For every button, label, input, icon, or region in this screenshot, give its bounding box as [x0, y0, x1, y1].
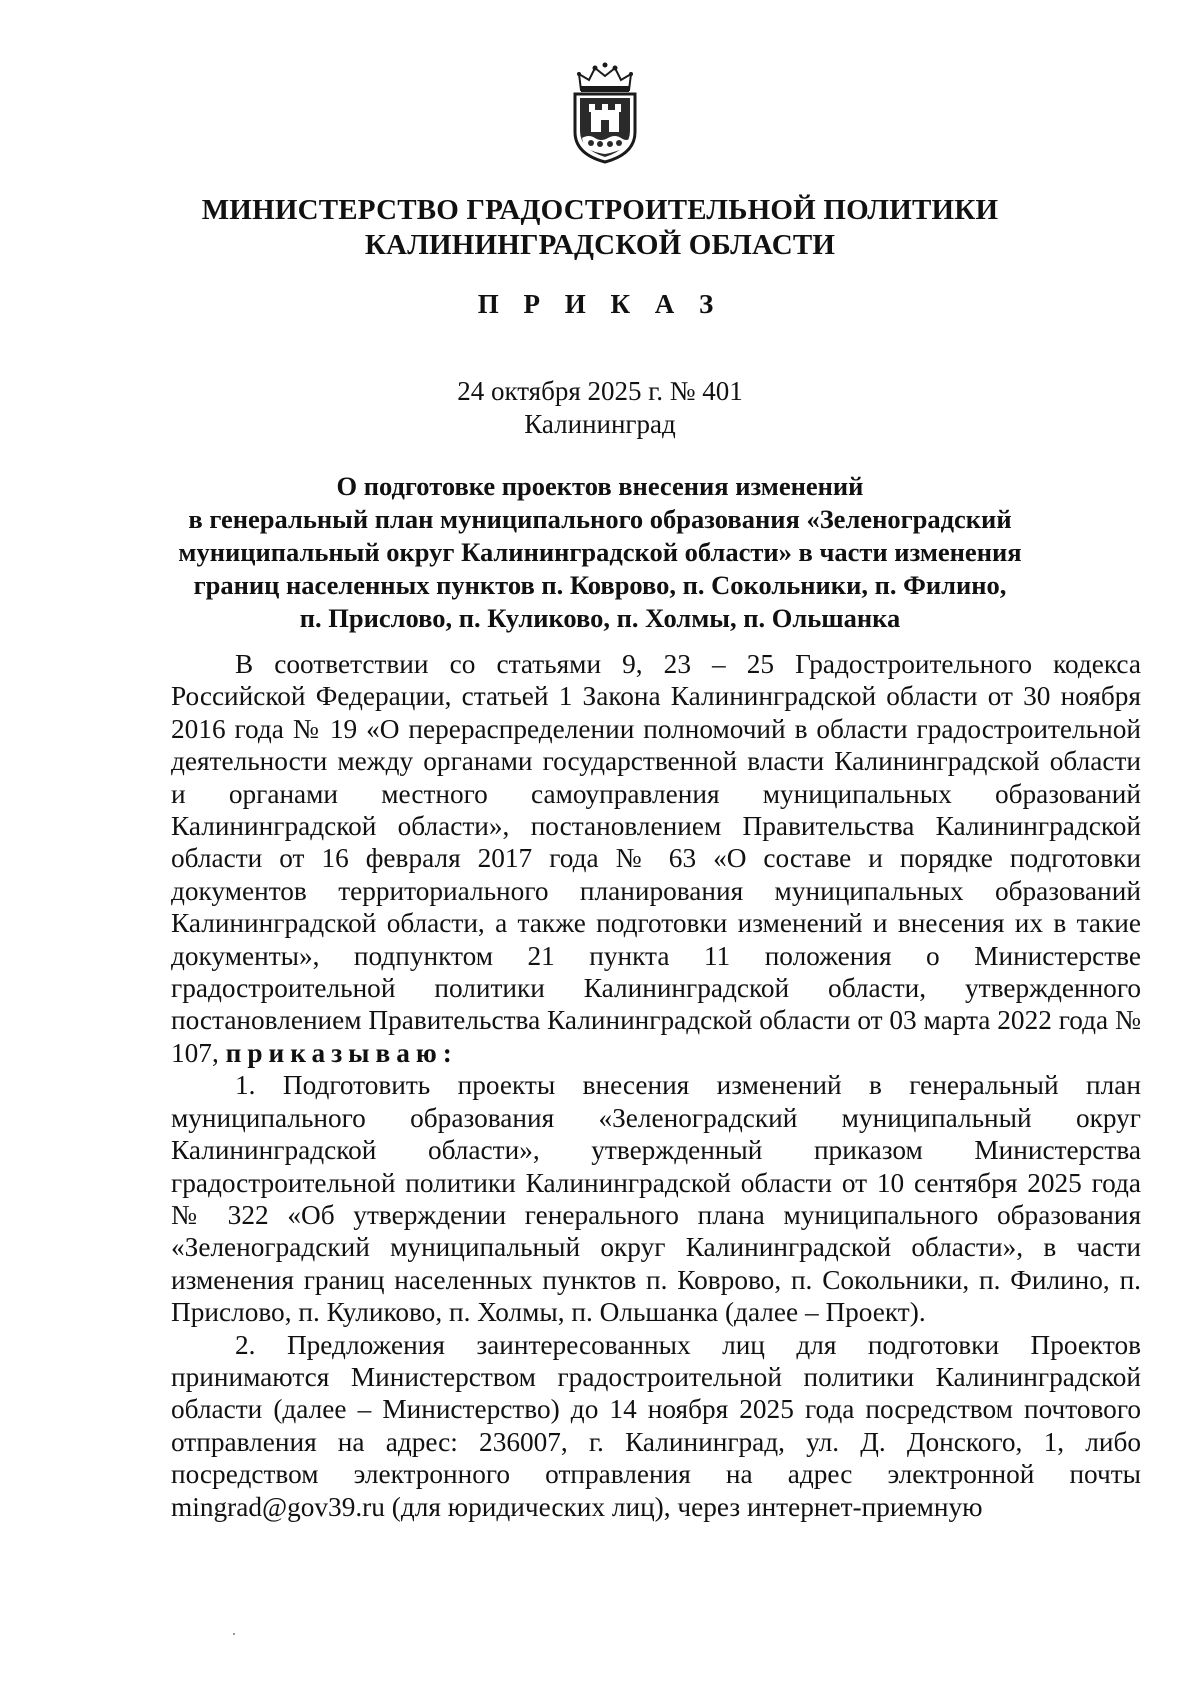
ministry-name-line-1: МИНИСТЕРСТВО ГРАДОСТРОИТЕЛЬНОЙ ПОЛИТИКИ: [201, 194, 999, 226]
date-number: 24 октября 2025 г. № 401: [457, 376, 743, 406]
subject-line-4: границ населенных пунктов п. Коврово, п. Сокольники, п. Филино,: [193, 570, 1007, 600]
subject-line-2: в генеральный план муниципального образования «Зеленоградский: [188, 504, 1012, 534]
item-2-paragraph: 2. Предложения заинтересованных лиц для подготовки Проектов принимаются Министерством градостроительной политики Калининградской области (далее – Министерство) до 14 ноября 2025 года посредством почтового отправления на адрес: 236007, г. Калининград, ул. Д. Донского, 1, либо посредством электронного отправления на адрес электронной почты mingrad@gov39.ru (для юридических лиц), через интернет-приемную: [171, 1329, 1141, 1522]
ministry-name: [170, 193, 1030, 263]
document-type: П Р И К А З: [477, 289, 723, 319]
ministry-name-line-2: КАЛИНИНГРАДСКОЙ ОБЛАСТИ: [364, 229, 836, 261]
date-and-place: [170, 375, 1030, 441]
preamble-text: В соответствии со статьями 9, 23 – 25 Градостроительного кодекса Российской Федерации, статьей 1 Закона Калининградской области от 30 ноября 2016 года № 19 «О перераспределении полномочий в области градостроительной деятельности между органами государственной власти Калининградской области и органами местного самоуправления муниципальных образований Калининградской области», постановлением Правительства Калининградской области от 16 февраля 2017 года № 63 «О составе и порядке подготовки документов территориального планирования муниципальных образований Калининградской области, а также подготовки изменений и внесения их в такие документы», подпунктом 21 пункта 11 положения о Министерстве градостроительной политики Калининградской области, утвержденного постановлением Правительства Калининградской области от 03 марта 2022 года № 107,: [171, 649, 1141, 1068]
scan-dot: [233, 1633, 235, 1635]
subject-line-5: п. Прислово, п. Куликово, п. Холмы, п. Ольшанка: [299, 603, 901, 633]
subject-line-3: муниципальный округ Калининградской области» в части изменения: [178, 537, 1022, 567]
document-body: [171, 648, 1141, 1523]
subject-line-1: О подготовке проектов внесения изменений: [336, 471, 864, 501]
city: Калининград: [524, 409, 676, 439]
item-1-paragraph: 1. Подготовить проекты внесения изменений в генеральный план муниципального образования «Зеленоградский муниципальный округ Калининградской области», утвержденный приказом Министерства градостроительной политики Калининградской области от 10 сентября 2025 года № 322 «Об утверждении генерального плана муниципального образования «Зеленоградский муниципальный округ Калининградской области», в части изменения границ населенных пунктов п. Коврово, п. Сокольники, п. Филино, п. Прислово, п. Куликово, п. Холмы, п. Ольшанка (далее – Проект).: [171, 1070, 1141, 1328]
order-subject: [170, 470, 1030, 635]
preamble-paragraph: [171, 648, 1141, 1069]
order-word: приказываю:: [225, 1037, 458, 1068]
coat-of-arms-icon: [567, 62, 643, 164]
